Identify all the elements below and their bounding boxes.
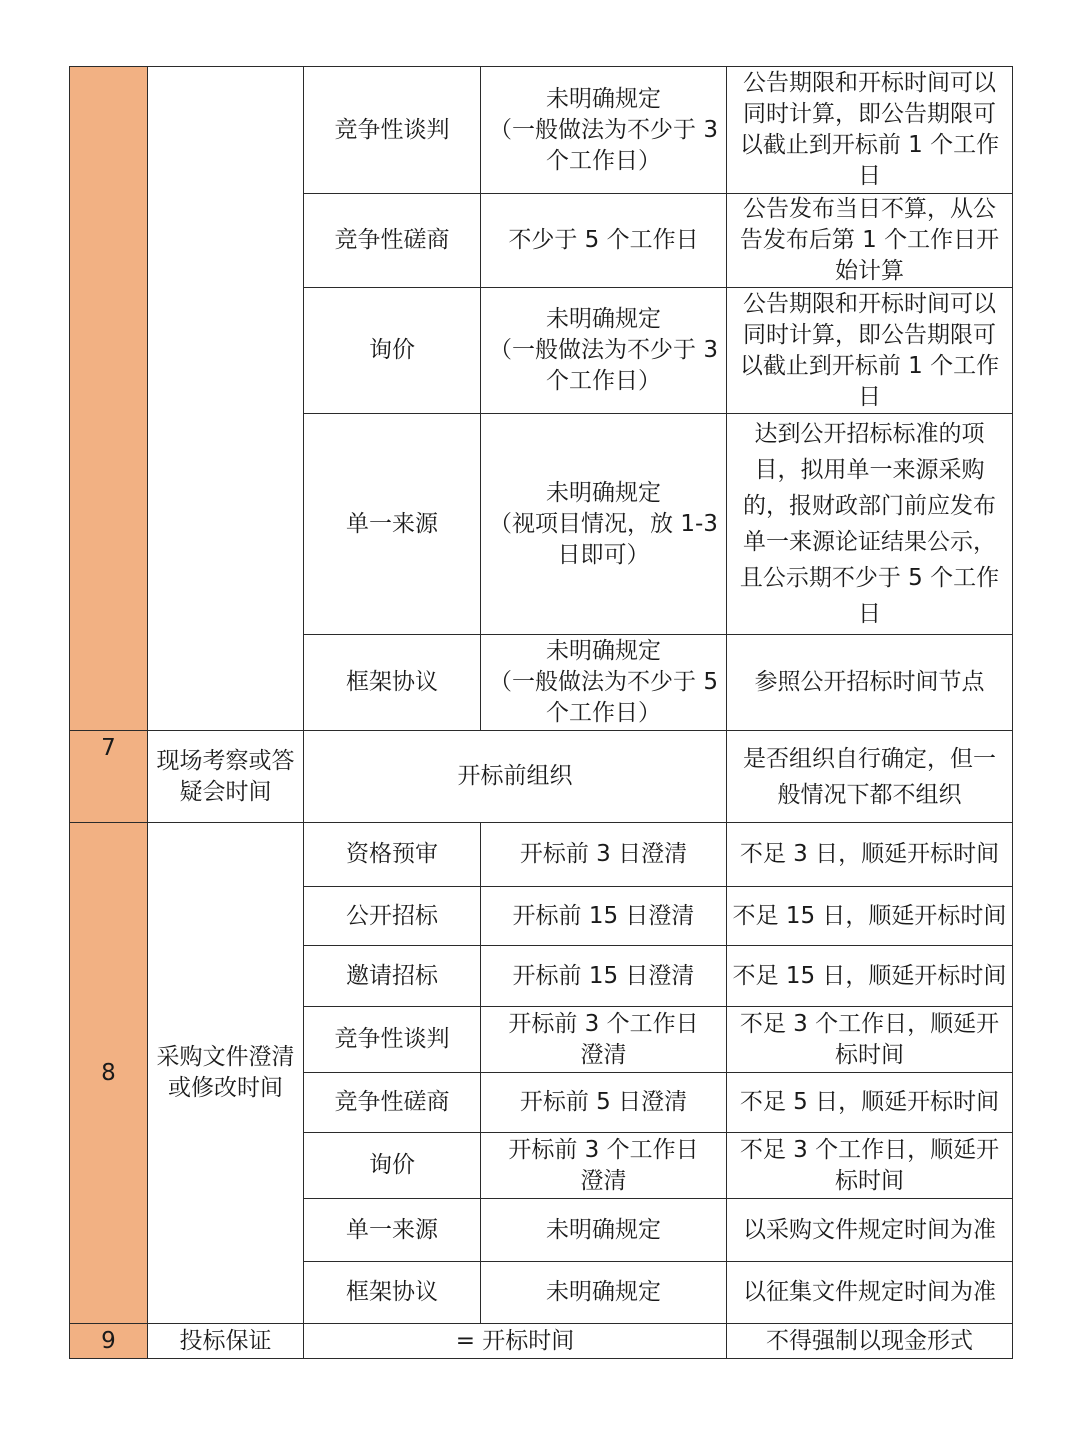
method-cell: 询价	[304, 1133, 481, 1199]
item-cell: 采购文件澄清 或修改时间	[148, 823, 304, 1324]
method-cell: 公开招标	[304, 887, 481, 946]
method-cell: 框架协议	[304, 1262, 481, 1324]
period-cell: 开标前组织	[304, 731, 727, 823]
period-cell: 未明确规定	[481, 1199, 727, 1262]
row-number-cell: 9	[70, 1324, 148, 1359]
note-cell: 不得强制以现金形式	[727, 1324, 1013, 1359]
period-cell: 未明确规定 （一般做法为不少于 5 个工作日）	[481, 635, 727, 731]
note-cell: 是否组织自行确定，但一 般情况下都不组织	[727, 731, 1013, 823]
period-cell: 不少于 5 个工作日	[481, 194, 727, 288]
period-cell: = 开标时间	[304, 1324, 727, 1359]
period-cell: 开标前 3 个工作日 澄清	[481, 1133, 727, 1199]
period-cell: 未明确规定 （一般做法为不少于 3 个工作日）	[481, 288, 727, 414]
method-cell: 竞争性磋商	[304, 1073, 481, 1133]
method-cell: 询价	[304, 288, 481, 414]
note-cell: 不足 5 日，顺延开标时间	[727, 1073, 1013, 1133]
table-row	[70, 823, 1013, 887]
period-cell: 开标前 3 个工作日 澄清	[481, 1007, 727, 1073]
method-cell: 资格预审	[304, 823, 481, 887]
note-cell: 公告发布当日不算，从公 告发布后第 1 个工作日开 始计算	[727, 194, 1013, 288]
method-cell: 竞争性谈判	[304, 67, 481, 194]
period-cell: 未明确规定	[481, 1262, 727, 1324]
item-cell: 现场考察或答 疑会时间	[148, 731, 304, 823]
method-cell: 单一来源	[304, 1199, 481, 1262]
procurement-timeline-table	[69, 66, 1013, 1359]
note-cell: 以采购文件规定时间为准	[727, 1199, 1013, 1262]
table-row	[70, 67, 1013, 194]
table-row	[70, 1324, 1013, 1359]
row-number-cell: 7	[70, 731, 148, 823]
table-row	[70, 731, 1013, 823]
row-number-cell	[70, 67, 148, 731]
note-cell: 公告期限和开标时间可以 同时计算，即公告期限可 以截止到开标前 1 个工作 日	[727, 67, 1013, 194]
note-cell: 以征集文件规定时间为准	[727, 1262, 1013, 1324]
note-cell: 不足 15 日，顺延开标时间	[727, 946, 1013, 1007]
method-cell: 单一来源	[304, 414, 481, 635]
item-cell	[148, 67, 304, 731]
method-cell: 竞争性谈判	[304, 1007, 481, 1073]
method-cell: 竞争性磋商	[304, 194, 481, 288]
note-cell: 达到公开招标标准的项 目，拟用单一来源采购 的，报财政部门前应发布 单一来源论证结果公示， 且公示期不少于 5 个工作 日	[727, 414, 1013, 635]
period-cell: 开标前 15 日澄清	[481, 887, 727, 946]
note-cell: 不足 3 个工作日，顺延开 标时间	[727, 1133, 1013, 1199]
period-cell: 开标前 15 日澄清	[481, 946, 727, 1007]
row-number-cell: 8	[70, 823, 148, 1324]
period-cell: 未明确规定 （一般做法为不少于 3 个工作日）	[481, 67, 727, 194]
note-cell: 不足 3 日，顺延开标时间	[727, 823, 1013, 887]
period-cell: 未明确规定 （视项目情况，放 1-3 日即可）	[481, 414, 727, 635]
note-cell: 公告期限和开标时间可以 同时计算，即公告期限可 以截止到开标前 1 个工作 日	[727, 288, 1013, 414]
note-cell: 不足 15 日，顺延开标时间	[727, 887, 1013, 946]
note-cell: 不足 3 个工作日，顺延开 标时间	[727, 1007, 1013, 1073]
note-cell: 参照公开招标时间节点	[727, 635, 1013, 731]
method-cell: 邀请招标	[304, 946, 481, 1007]
period-cell: 开标前 3 日澄清	[481, 823, 727, 887]
method-cell: 框架协议	[304, 635, 481, 731]
item-cell: 投标保证	[148, 1324, 304, 1359]
period-cell: 开标前 5 日澄清	[481, 1073, 727, 1133]
